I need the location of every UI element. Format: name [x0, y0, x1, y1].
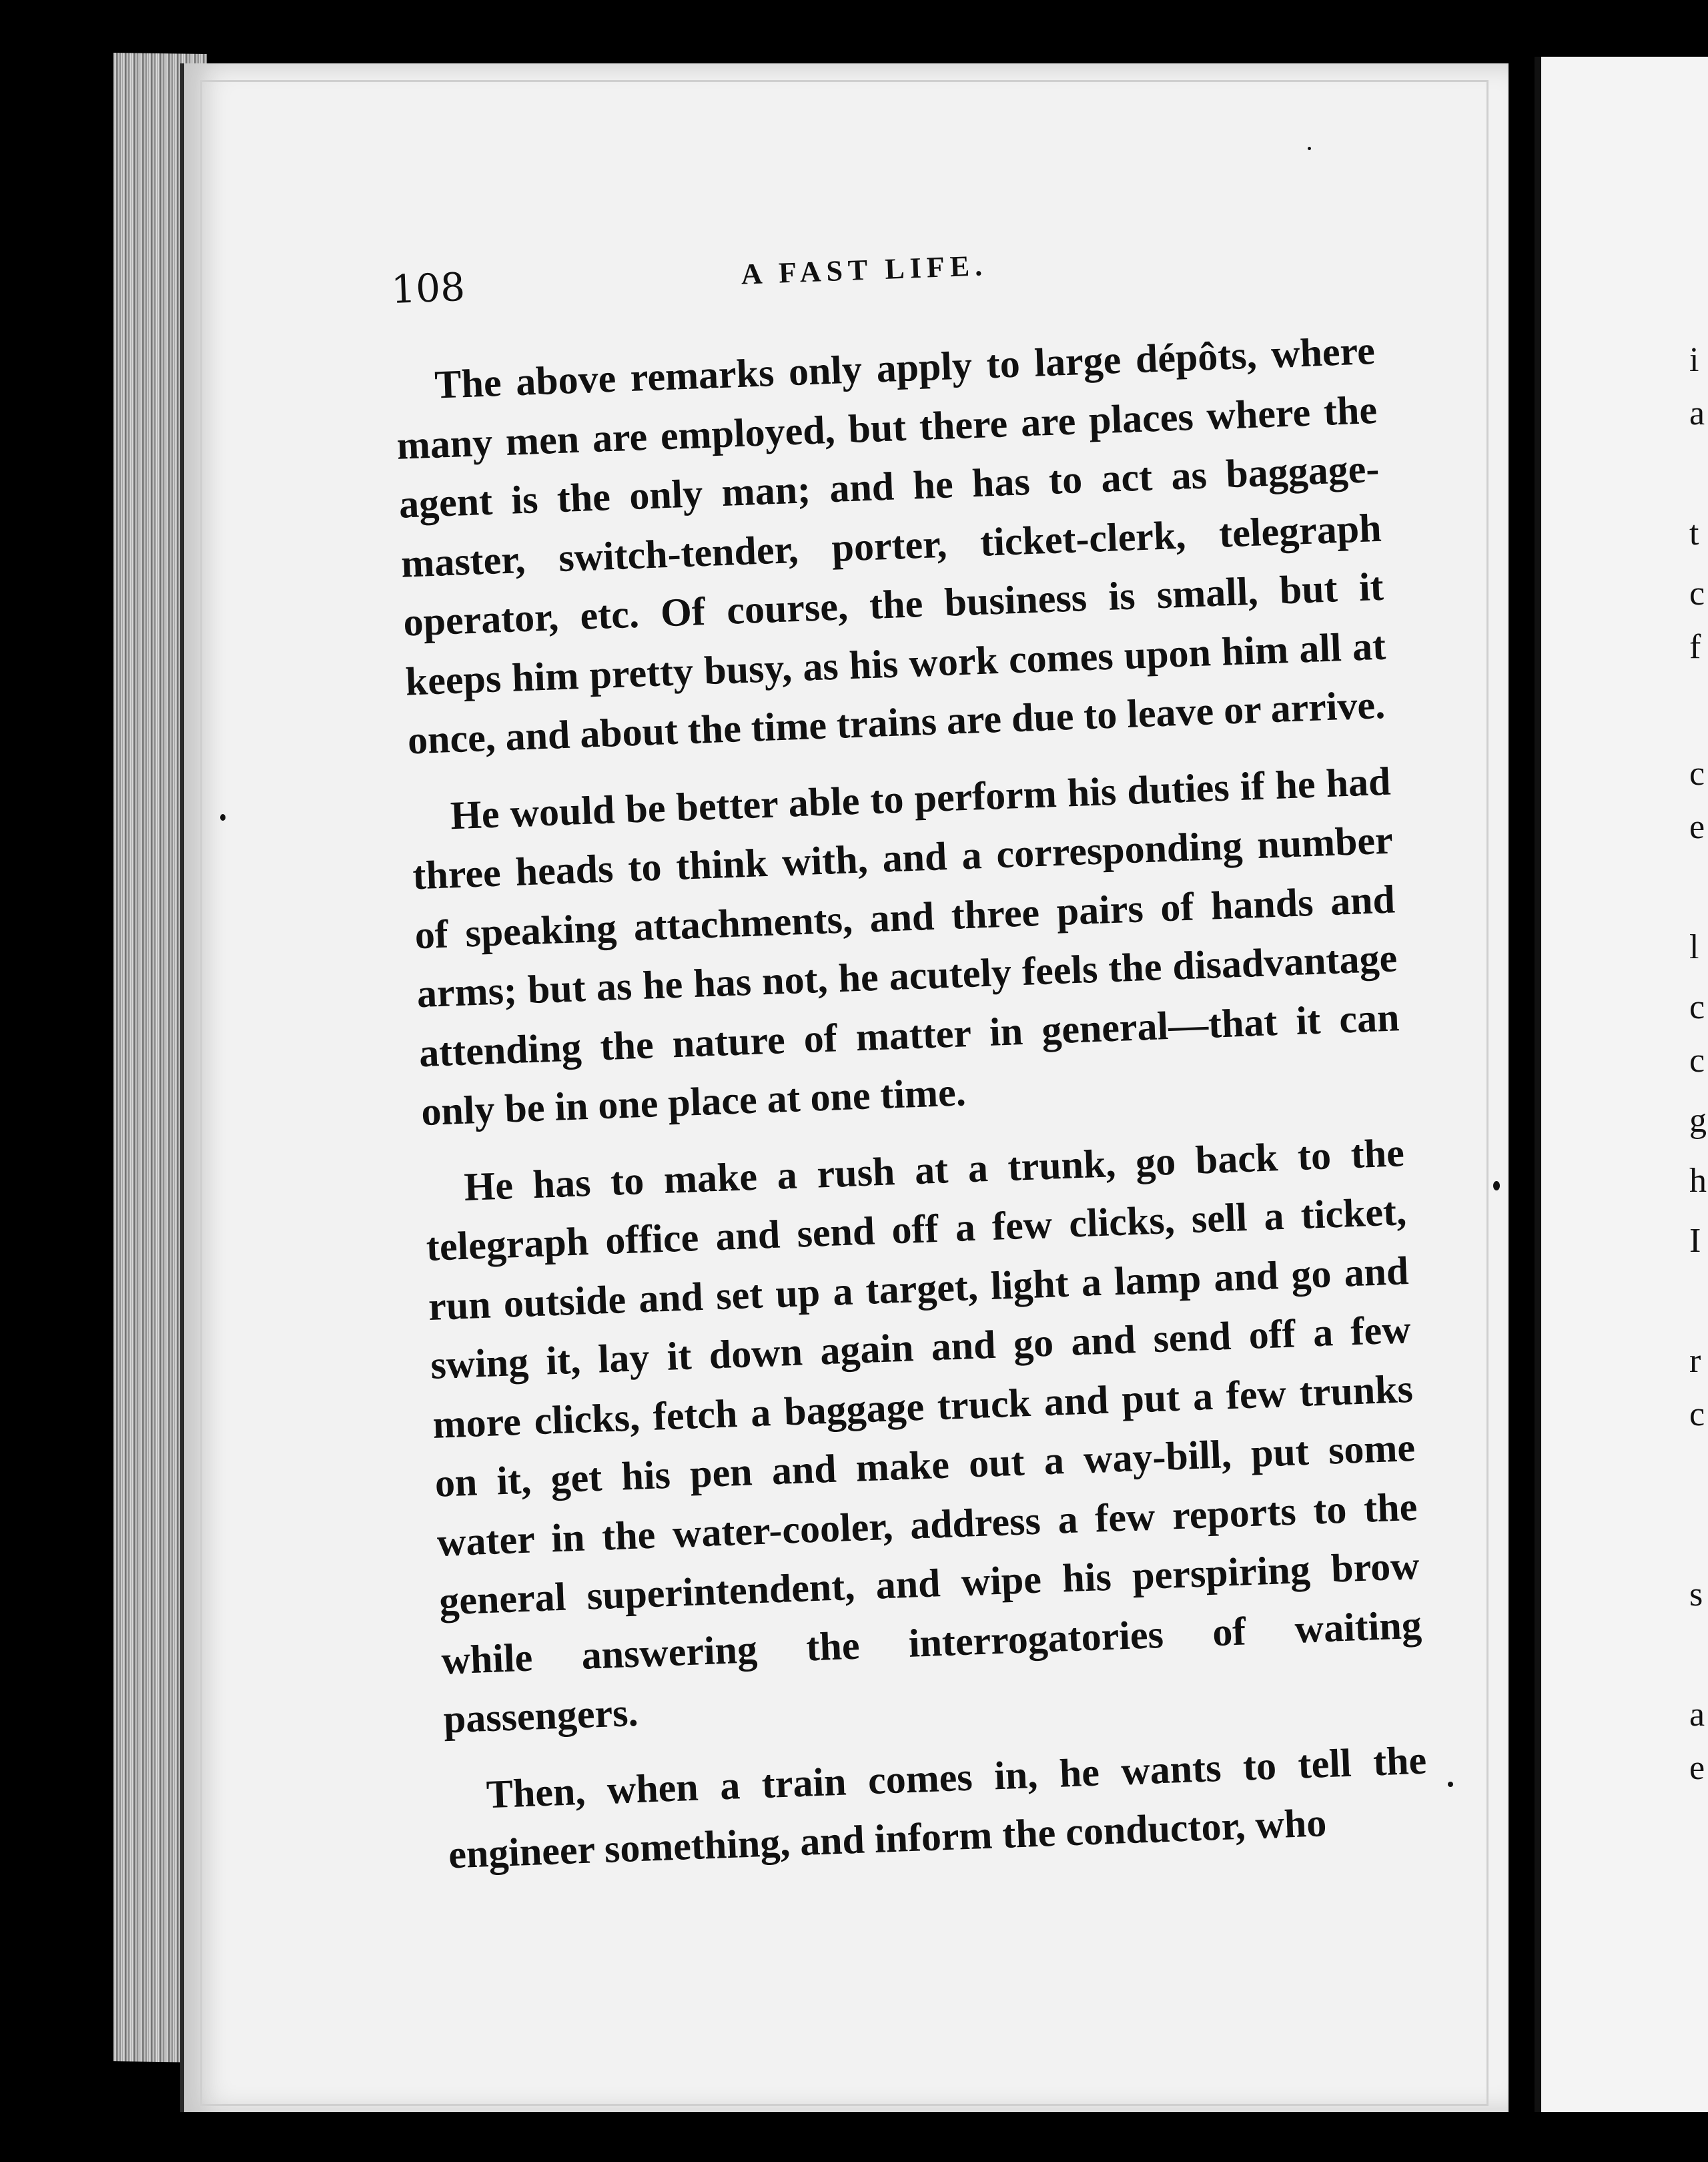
- right-fragment: a: [1689, 1696, 1705, 1734]
- scan-speck: [1493, 1181, 1500, 1190]
- right-fragment: c: [1689, 1042, 1705, 1080]
- right-fragment: I: [1689, 1222, 1701, 1260]
- right-fragment: f: [1689, 628, 1701, 666]
- paragraph: He would be better able to perform his duties if he had three heads to think with, and a corresponding number of speaking attachments, and three pairs of hands and arms; but as he has not, he acutely feels the disadvantage attending the nature of matter in general—that it can only be in one place at one time.: [412, 759, 1400, 1134]
- right-page-edge: [1535, 57, 1708, 2112]
- running-title: A FAST LIFE.: [740, 249, 988, 291]
- right-fragment: c: [1689, 755, 1705, 793]
- right-fragment: a: [1689, 394, 1705, 432]
- right-fragment: e: [1689, 1749, 1705, 1787]
- right-fragment: t: [1689, 514, 1699, 553]
- page-text-block: [390, 231, 1430, 1902]
- scan-speck: [220, 814, 226, 821]
- right-page-text-fragments: [1688, 0, 1708, 2162]
- page-number: 108: [390, 264, 466, 312]
- right-fragment: c: [1689, 988, 1705, 1026]
- paragraph: The above remarks only apply to large dépôts, where many men are employed, but there are places where the agent is the only man; and he has to act as baggage-master, switch-tender, porter, ticket-clerk, telegraph operator, etc. Of course, the business is small, but it keeps him pretty busy, as his work comes upon him all at once, and about the time trains are due to leave or arrive.: [396, 328, 1386, 763]
- scan-speck: [1308, 147, 1311, 150]
- right-fragment: h: [1689, 1162, 1707, 1200]
- right-fragment: l: [1689, 928, 1699, 966]
- paragraph: He has to make a rush at a trunk, go back to the telegraph office and send off a few clicks, sell a ticket, run outside and set up a target, light a lamp and go and swing it, lay it down again and go and send off a few more clicks, fetch a baggage truck and put a few trunks on it, get his pen and make out a way-bill, put some water in the water-cooler, address a few reports to the general superintendent, and wipe his perspiring brow while answering the interrogatories of waiting passengers.: [425, 1130, 1422, 1742]
- scan-speck: [1448, 1782, 1453, 1787]
- right-fragment: s: [1689, 1575, 1703, 1613]
- right-fragment: e: [1689, 808, 1705, 846]
- right-fragment: g: [1689, 1102, 1707, 1140]
- paragraph: Then, when a train comes in, he wants to tell the engineer something, and inform the conductor, who: [448, 1738, 1428, 1877]
- right-fragment: i: [1689, 341, 1699, 379]
- right-fragment: c: [1689, 575, 1705, 613]
- right-fragment: r: [1689, 1342, 1701, 1380]
- right-fragment: c: [1689, 1395, 1705, 1433]
